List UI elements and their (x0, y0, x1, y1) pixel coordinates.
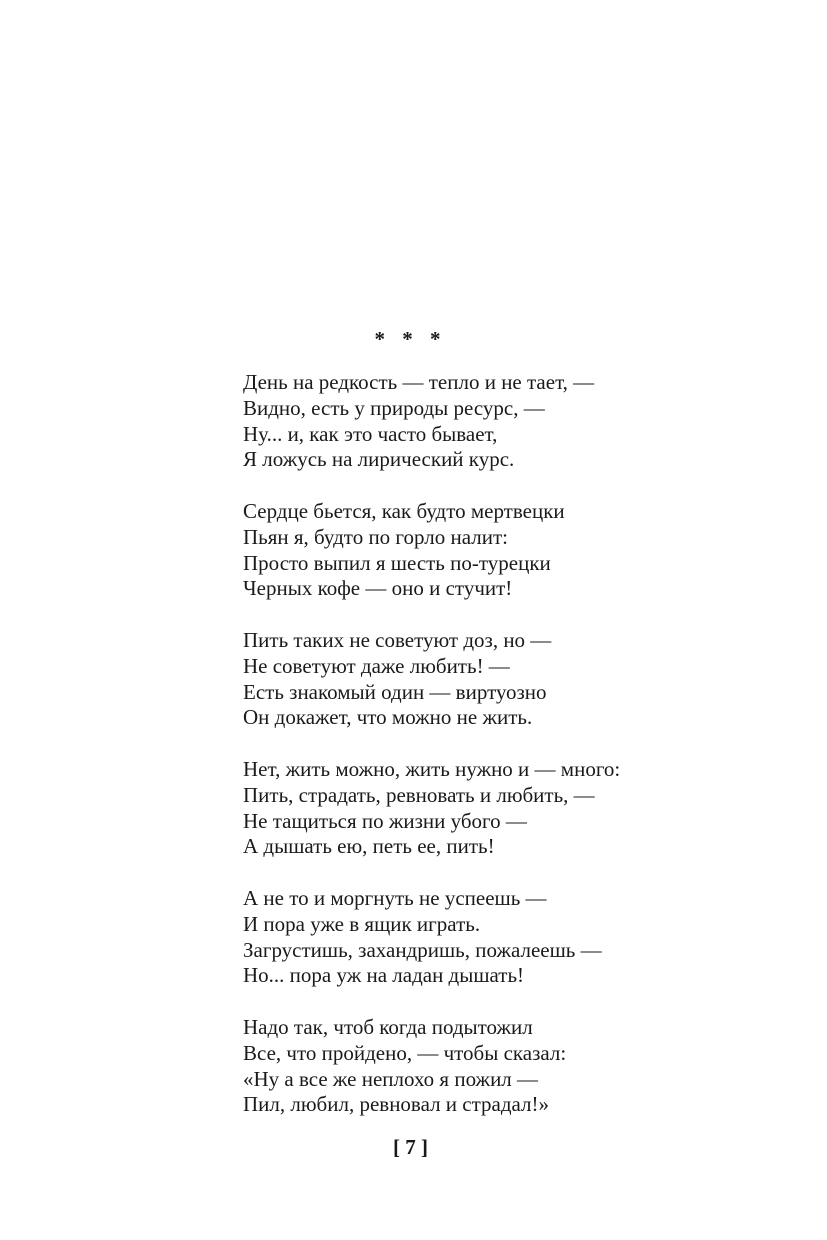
poem-line: Он докажет, что можно не жить. (243, 705, 533, 730)
poem-line: А дышать ею, петь ее, пить! (243, 834, 495, 859)
poem-line: Но... пора уж на ладан дышать! (243, 963, 525, 988)
poem-line: А не то и моргнуть не успеешь — (243, 885, 547, 910)
stanza (243, 757, 803, 860)
poem-line: Пить таких не советуют доз, но — (243, 627, 552, 652)
poem-line: Пить, страдать, ревновать и любить, — (243, 782, 595, 807)
poem-line: Сердце бьется, как будто мертвецки (243, 498, 565, 523)
poem-line: Ну... и, как это часто бывает, (243, 421, 498, 446)
poem-line: Загрустишь, захандришь, пожалеешь — (243, 937, 602, 962)
page-number: [ 7 ] (393, 1135, 428, 1159)
stanza (243, 1015, 803, 1118)
poem-line: И пора уже в ящик играть. (243, 911, 481, 936)
stanza (243, 370, 803, 473)
stanza (243, 499, 803, 602)
stanza (243, 886, 803, 989)
poem-line: Пил, любил, ревновал и страдал!» (243, 1092, 550, 1117)
poem-line: Черных кофе — оно и стучит! (243, 576, 513, 601)
poem-line: Просто выпил я шесть по-турецки (243, 550, 551, 575)
poem-line: День на редкость — тепло и не тает, — (243, 370, 595, 394)
poem-line: Пьян я, будто по горло налит: (243, 524, 508, 549)
poem-separator: * * * (374, 327, 447, 351)
poem-line: Видно, есть у природы ресурс, — (243, 395, 545, 420)
poem-line: Не советуют даже любить! — (243, 653, 510, 678)
poem-line: «Ну а все же неплохо я пожил — (243, 1066, 539, 1091)
poem-line: Все, что пройдено, — чтобы сказал: (243, 1040, 567, 1065)
poem-line: Нет, жить можно, жить нужно и — много: (243, 756, 621, 781)
poem-line: Не тащиться по жизни убого — (243, 808, 527, 833)
poem-line: Надо так, чтоб когда подытожил (243, 1014, 533, 1039)
stanza (243, 628, 803, 731)
poem-line: Я ложусь на лирический курс. (243, 447, 515, 472)
poem-line: Есть знакомый один — виртуозно (243, 679, 547, 704)
poem (243, 370, 803, 1144)
